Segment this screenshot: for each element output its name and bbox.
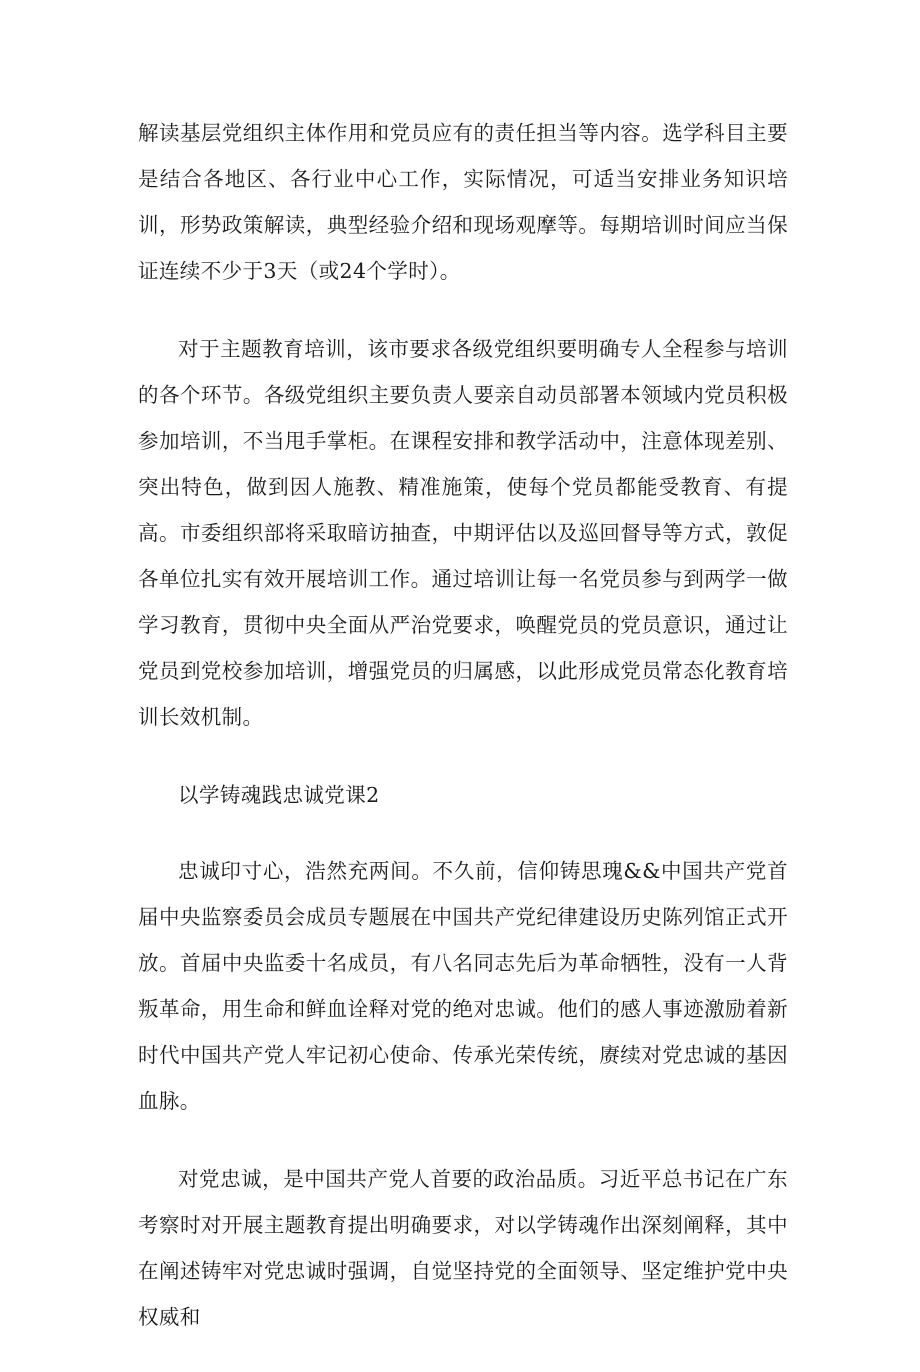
section-heading: 以学铸魂践忠诚党课2 [178, 783, 380, 807]
paragraph-3: 忠诚印寸心，浩然充两间。不久前，信仰铸思瑰&&中国共产党首届中央监察委员会成员专题展在中国共产党纪律建设历史陈列馆正式开放。首届中央监委十名成员，有八名同志先后为革命牺牲，没有一人背叛革命，用生命和鲜血诠释对党的绝对忠诚。他们的感人事迹激励着新时代中国共产党人牢记初心使命、传承光荣传统，赓续对党忠诚的基因血脉。 [138, 859, 788, 1113]
paragraph-1: 解读基层党组织主体作用和党员应有的责任担当等内容。选学科目主要是结合各地区、各行业中心工作，实际情况，可适当安排业务知识培训，形势政策解读，典型经验介绍和现场观摩等。每期培训时间应当保证连续不少于3天（或24个学时）。 [138, 121, 788, 283]
document-body [138, 110, 788, 1372]
paragraph-2: 对于主题教育培训，该市要求各级党组织要明确专人全程参与培训的各个环节。各级党组织主要负责人要亲自动员部署本领域内党员积极参加培训，不当甩手掌柜。在课程安排和教学活动中，注意体现差别、突出特色，做到因人施教、精准施策，使每个党员都能受教育、有提高。市委组织部将采取暗访抽查，中期评估以及巡回督导等方式，敦促各单位扎实有效开展培训工作。通过培训让每一名党员参与到两学一做学习教育，贯彻中央全面从严治党要求，唤醒党员的党员意识，通过让党员到党校参加培训，增强党员的归属感，以此形成党员常态化教育培训长效机制。 [138, 337, 788, 729]
paragraph-4: 对党忠诚，是中国共产党人首要的政治品质。习近平总书记在广东考察时对开展主题教育提出明确要求，对以学铸魂作出深刻阐释，其中在阐述铸牢对党忠诚时强调，自觉坚持党的全面领导、坚定维护党中央权威和 [138, 1167, 788, 1329]
